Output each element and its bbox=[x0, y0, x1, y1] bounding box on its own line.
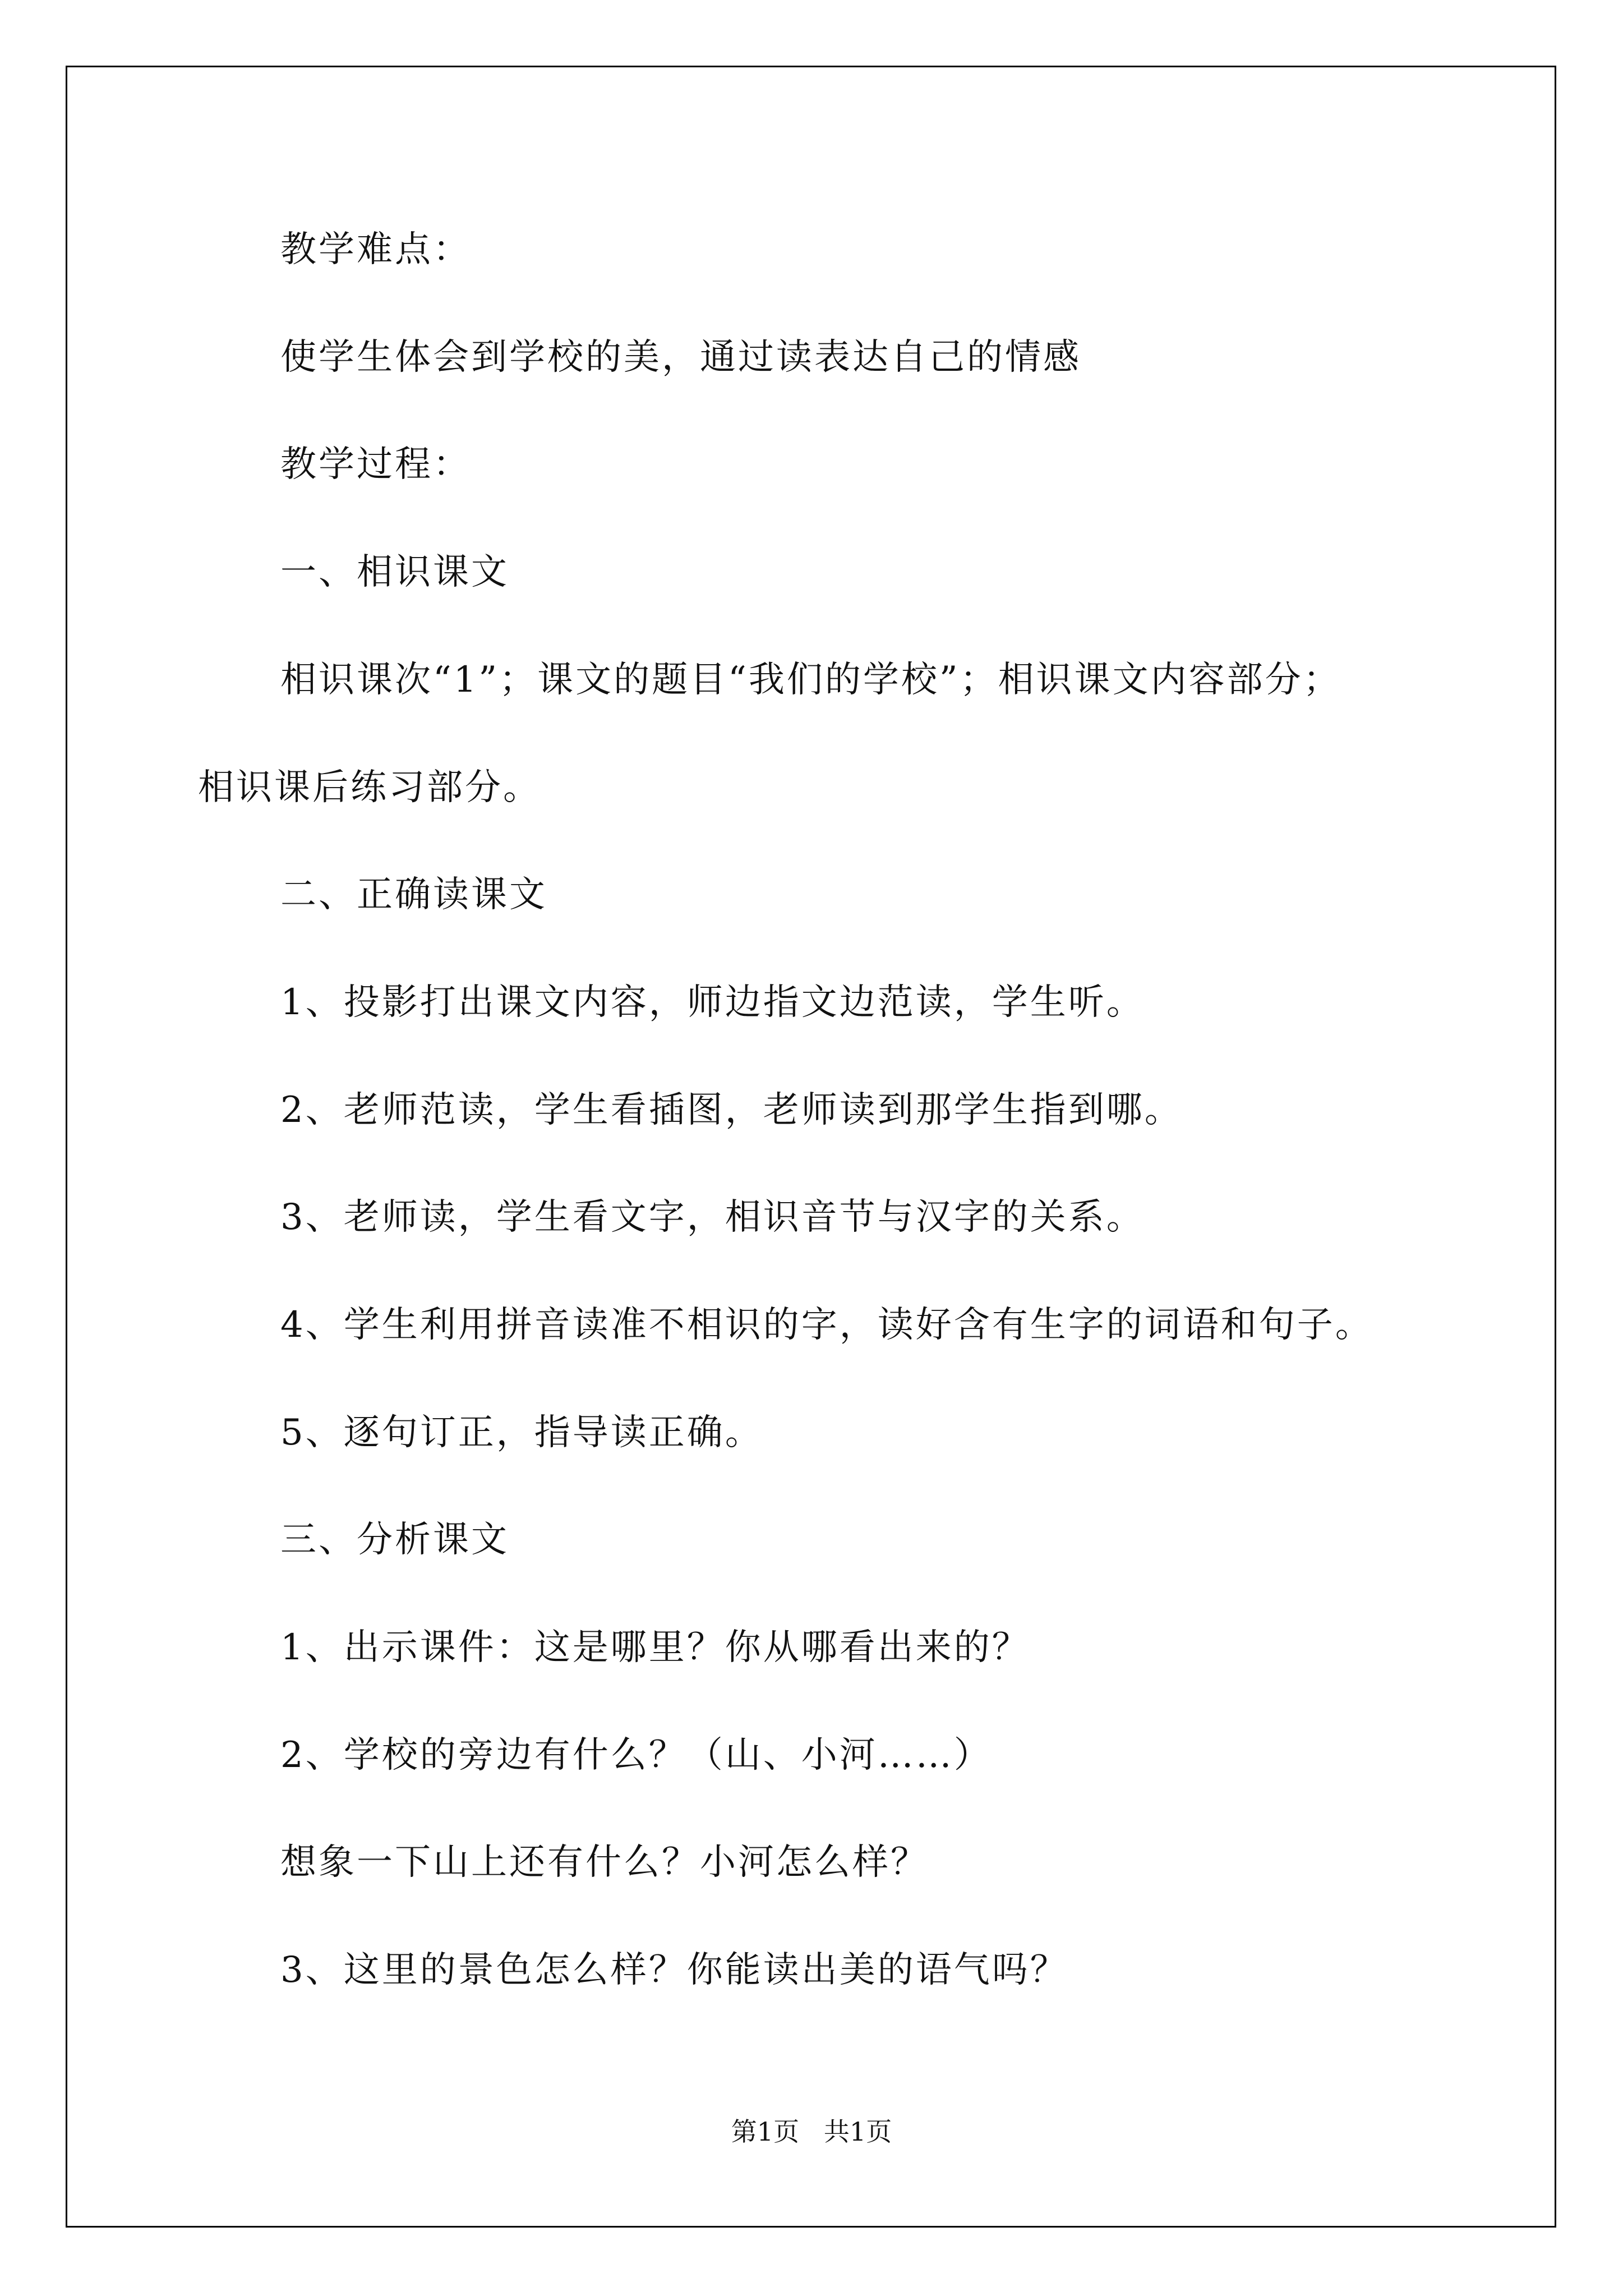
paragraph-text-continued: 相识课后练习部分。 bbox=[198, 767, 541, 808]
section-heading-1: 一、相识课文 bbox=[280, 551, 509, 593]
paragraph-difficulty-content: 使学生体会到学校的美，通过读表达自己的情感 bbox=[280, 337, 1081, 378]
page-footer: 第1页 共1页 bbox=[731, 2116, 892, 2147]
list-item: 3、老师读，学生看文字，相识音节与汉字的关系。 bbox=[280, 1197, 1145, 1238]
paragraph-text: 相识课次“1”；课文的题目“我们的学校”；相识课文内容部分； bbox=[280, 659, 1341, 701]
list-item: 2、学校的旁边有什么？（山、小河……） bbox=[280, 1734, 992, 1776]
section-heading-2: 二、正确读课文 bbox=[280, 874, 547, 915]
heading-teaching-process: 教学过程： bbox=[280, 444, 471, 485]
paragraph-text: 想象一下山上还有什么？小河怎么样？ bbox=[280, 1842, 929, 1883]
section-heading-3: 三、分析课文 bbox=[280, 1519, 509, 1561]
heading-teaching-difficulty: 教学难点： bbox=[280, 229, 471, 270]
list-item: 1、出示课件：这是哪里？你从哪看出来的？ bbox=[280, 1627, 1030, 1668]
list-item: 3、这里的景色怎么样？你能读出美的语气吗？ bbox=[280, 1949, 1068, 1991]
list-item: 1、投影打出课文内容，师边指文边范读，学生听。 bbox=[280, 982, 1145, 1023]
page-border bbox=[66, 66, 1556, 2228]
list-item: 4、学生利用拼音读准不相识的字，读好含有生字的词语和句子。 bbox=[280, 1304, 1373, 1346]
list-item: 5、逐句订正，指导读正确。 bbox=[280, 1412, 763, 1453]
list-item: 2、老师范读，学生看插图，老师读到那学生指到哪。 bbox=[280, 1089, 1183, 1131]
